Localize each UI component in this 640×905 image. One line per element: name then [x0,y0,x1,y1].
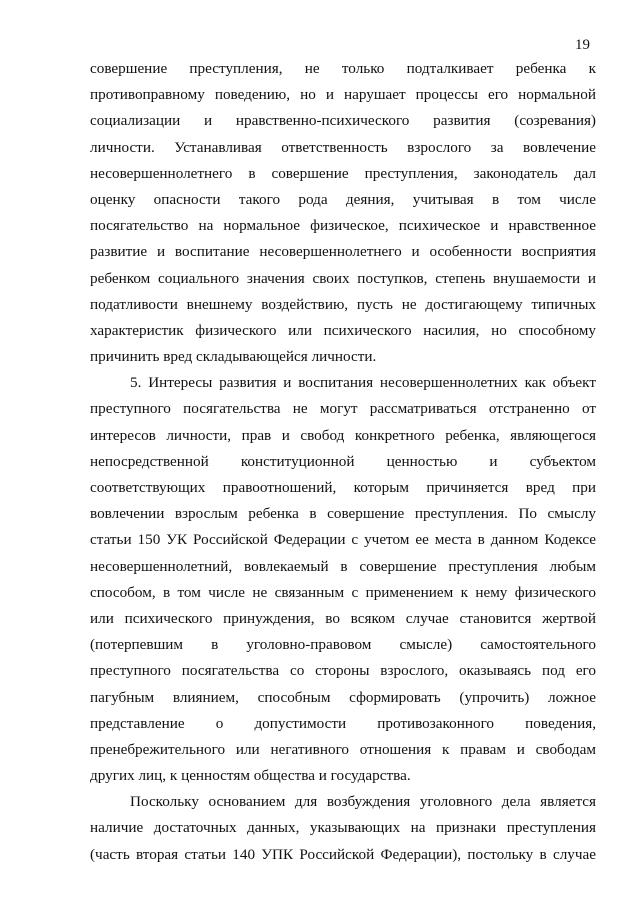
text-line: (потерпевшим в уголовно-правовом смысле) самостоятельного [90,636,596,654]
text-line: противоправному поведению, но и нарушает процессы его нормальной [90,86,596,104]
text-line: (часть вторая статьи 140 УПК Российской Федерации), постольку в случае [90,845,596,863]
text-line: представление о допустимости противозаконного поведения, [90,714,596,732]
text-line: интересов личности, прав и свобод конкретного ребенка, являющегося [90,426,596,444]
text-line: способом, в том числе не связанным с применением к нему физического [90,583,596,601]
paragraph-first-line: 5. Интересы развития и воспитания несовершеннолетних как объект [130,374,596,392]
text-line: податливости внешнему воздействию, пусть не достигающему типичных [90,295,596,313]
text-line: личности. Устанавливая ответственность взрослого за вовлечение [90,138,596,156]
text-line: характеристик физического или психического насилия, но способному [90,321,596,339]
text-line: непосредственной конституционной ценностью и субъектом [90,452,596,470]
body-text [90,56,596,868]
page-number: 19 [575,37,590,53]
text-line: соответствующих правоотношений, которым причиняется вред при [90,479,596,496]
text-line: несовершеннолетнего в совершение преступления, законодатель дал [90,164,596,182]
text-line: несовершеннолетний, вовлекаемый в совершение преступления любым [90,557,596,575]
text-line: причинить вред складывающейся личности. [90,348,377,366]
text-line: посягательство на нормальное физическое, психическое и нравственное [90,217,596,235]
text-line: преступного посягательства не могут рассматриваться отстраненно от [90,400,596,418]
text-line: преступного посягательства со стороны взрослого, оказываясь под его [90,662,596,680]
text-line: совершение преступления, не только подталкивает ребенка к [90,60,596,77]
text-line: социализации и нравственно-психического развития (созревания) [90,112,596,130]
text-line: или психического принуждения, во всяком случае становится жертвой [90,609,596,627]
paragraph-first-line: Поскольку основанием для возбуждения уголовного дела является [130,793,596,811]
text-line: оценку опасности такого рода деяния, учитывая в том числе [90,190,596,208]
text-line: развитие и воспитание несовершеннолетнего и особенности восприятия [90,243,596,261]
text-line: пагубным влиянием, способным сформировать (упрочить) ложное [90,688,596,706]
text-line: ребенком социального значения своих поступков, степень внушаемости и [90,269,596,287]
text-line: наличие достаточных данных, указывающих на признаки преступления [90,819,596,837]
text-line: статьи 150 УК Российской Федерации с учетом ее места в данном Кодексе [90,531,596,549]
text-line: вовлечении взрослым ребенка в совершение преступления. По смыслу [90,505,596,523]
text-line: пренебрежительного или негативного отношения к правам и свободам [90,740,596,758]
text-line: других лиц, к ценностям общества и государства. [90,767,411,785]
